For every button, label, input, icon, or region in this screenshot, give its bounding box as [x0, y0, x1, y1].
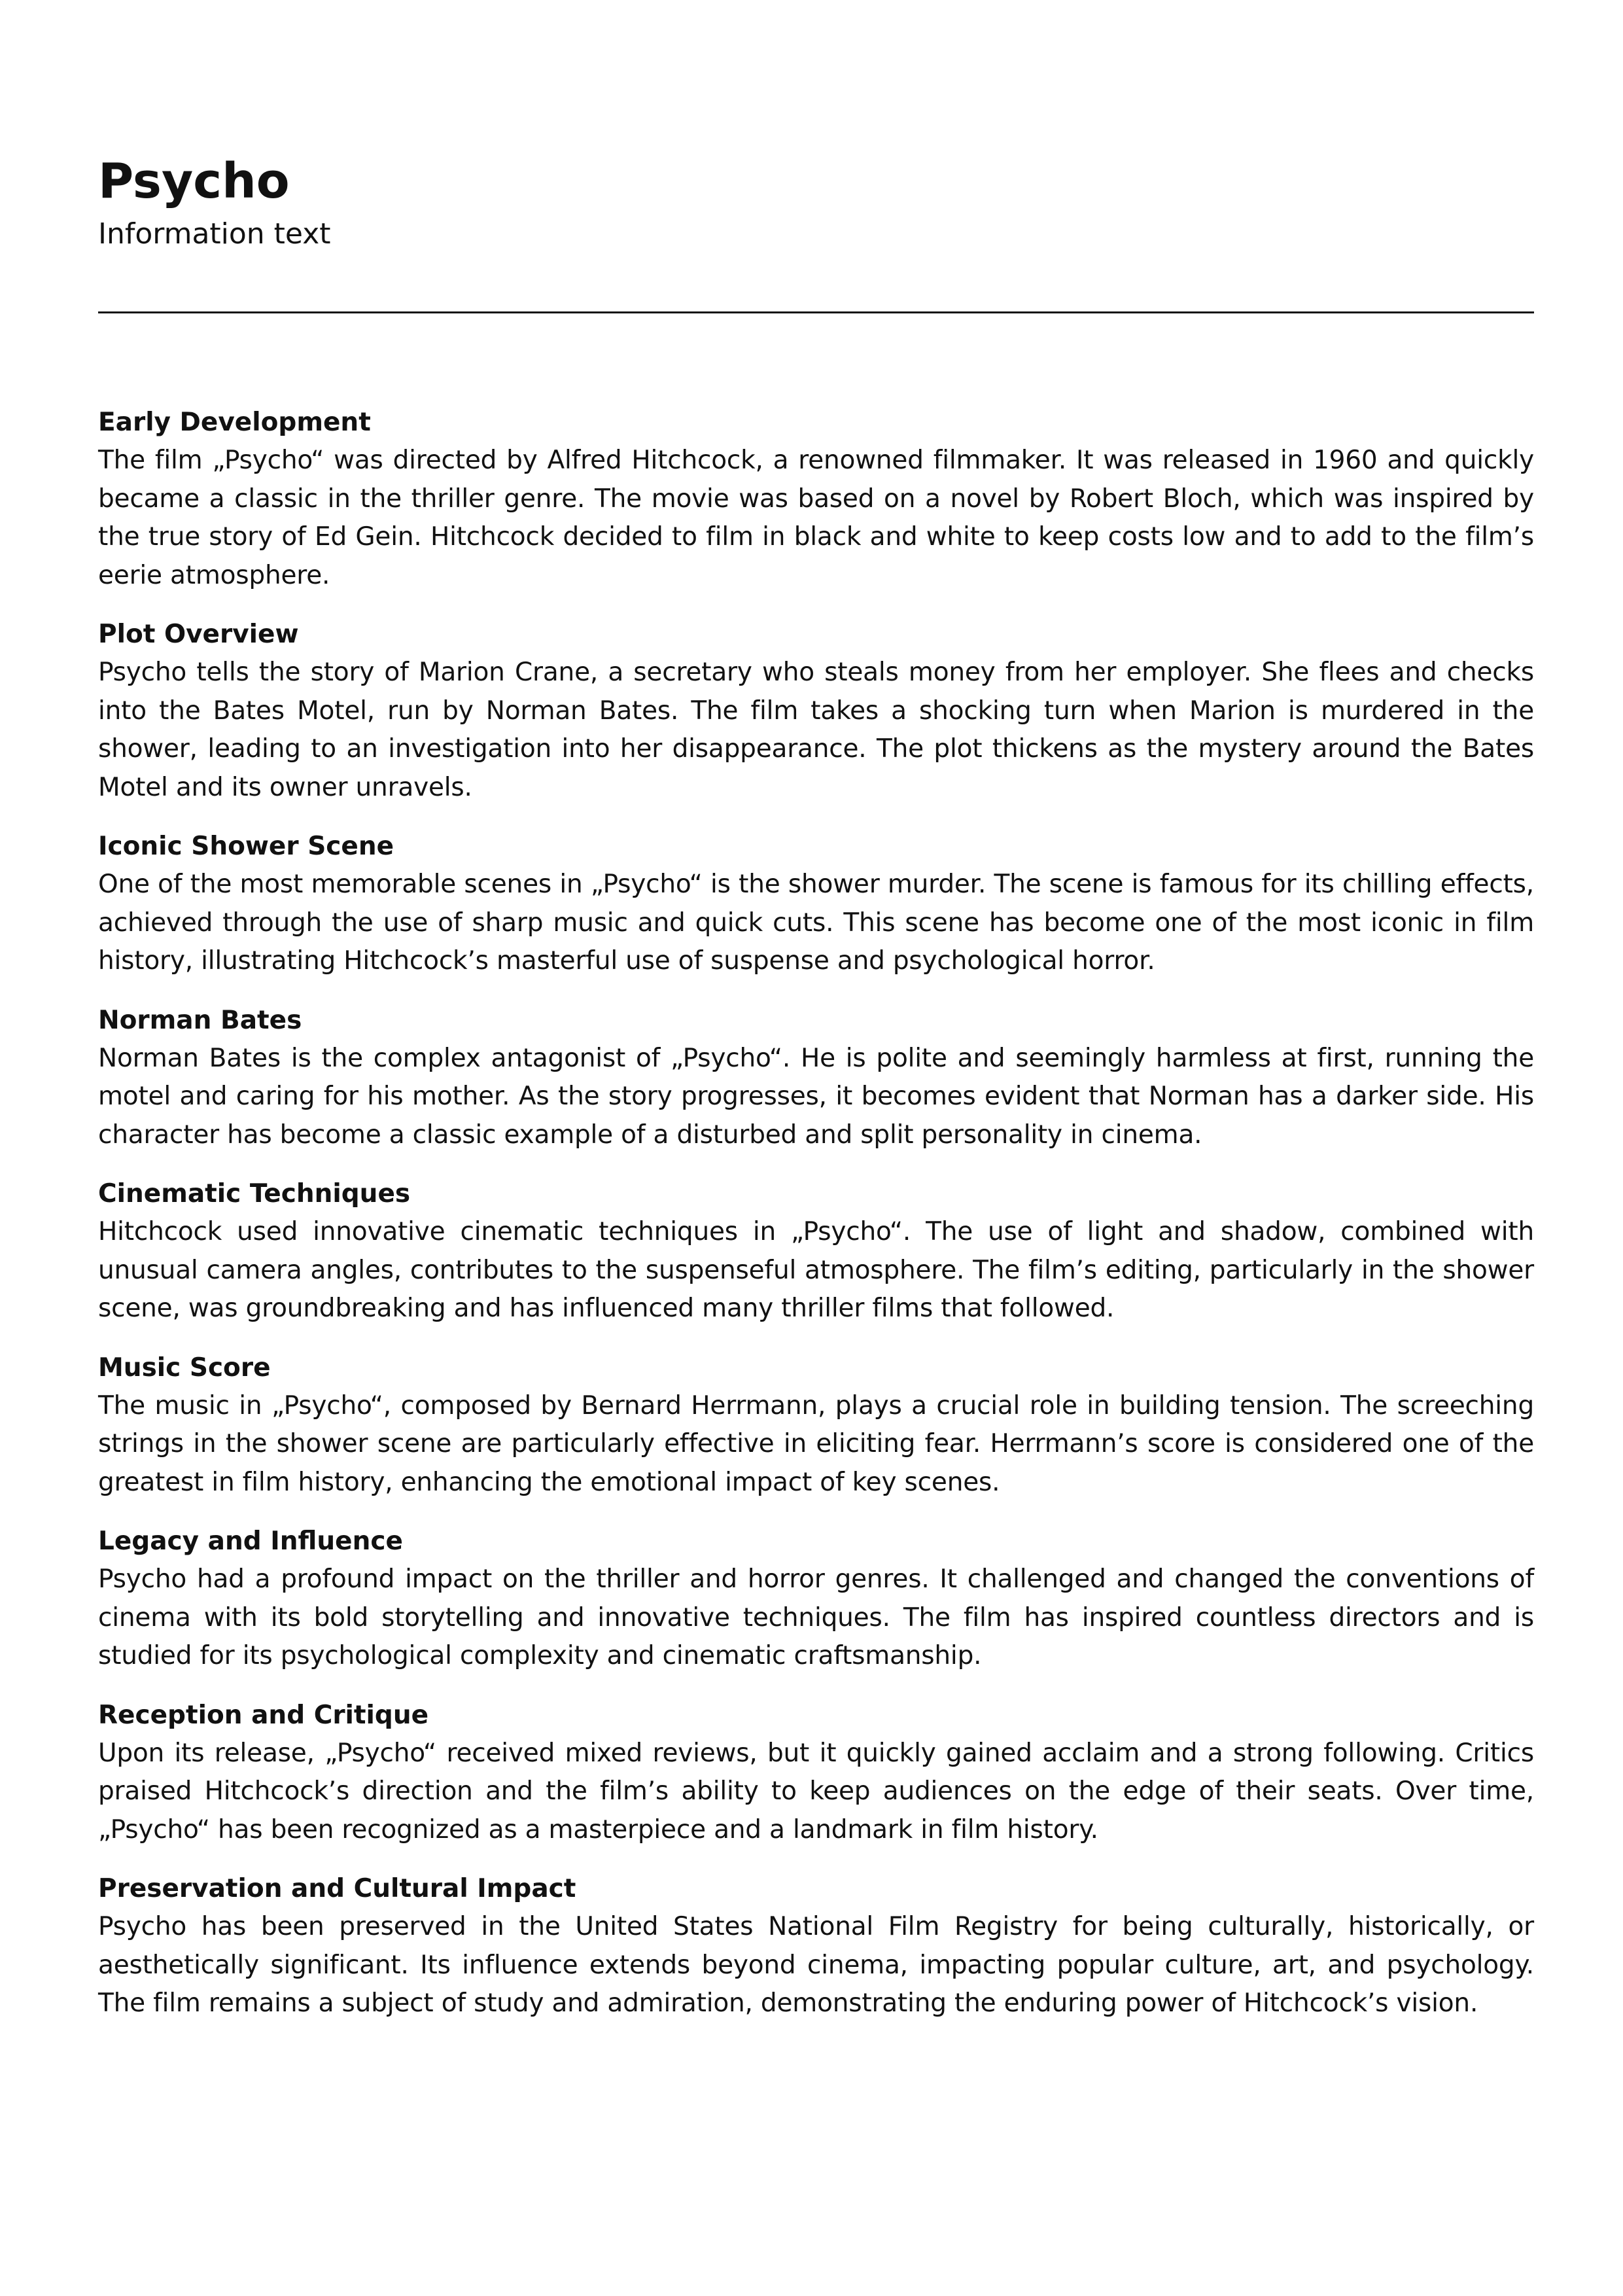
section-music-score: [98, 1349, 1534, 1502]
sections-list: [98, 404, 1534, 2044]
section-body: Psycho had a profound impact on the thriller and horror genres. It challenged and changed the conventions of cinema with its bold storytelling and innovative techniques. The film has inspired countless directors and is studied for its psychological complexity and cinematic craftsmanship.: [98, 1564, 1534, 1670]
section-body: Hitchcock used innovative cinematic techniques in „Psycho“. The use of light and shadow, combined with unusual camera angles, contributes to the suspenseful atmosphere. The film’s editing, particularly in the shower scene, was groundbreaking and has influenced many thriller films that followed.: [98, 1217, 1534, 1323]
section-body: Norman Bates is the complex antagonist of „Psycho“. He is polite and seemingly harmless at first, running the motel and caring for his mother. As the story progresses, it becomes evident that Norman has a darker side. His character has become a classic example of a disturbed and split personality in cinema.: [98, 1043, 1534, 1150]
section-preservation-and-cultural-impact: [98, 1870, 1534, 2023]
section-body: Psycho has been preserved in the United States National Film Registry for being culturally, historically, or aesthetically significant. Its influence extends beyond cinema, impacting popular culture, art, and psychology. The film remains a subject of study and admiration, demonstrating the enduring power of Hitchcock’s vision.: [98, 1912, 1534, 2018]
section-body: One of the most memorable scenes in „Psycho“ is the shower murder. The scene is famous for its chilling effects, achieved through the use of sharp music and quick cuts. This scene has become one of the most iconic in film history, illustrating Hitchcock’s masterful use of suspense and psychological horror.: [98, 870, 1534, 976]
section-heading: Plot Overview: [98, 620, 299, 649]
section-heading: Legacy and Influence: [98, 1527, 403, 1556]
title-divider: [98, 311, 1534, 313]
section-heading: Music Score: [98, 1352, 271, 1383]
section-heading: Preservation and Cultural Impact: [98, 1874, 576, 1903]
section-legacy-and-influence: [98, 1523, 1534, 1676]
document-subtitle: Information text: [98, 217, 331, 251]
document-page: [98, 153, 1534, 2018]
section-heading: Norman Bates: [98, 1005, 302, 1035]
section-norman-bates: [98, 1002, 1534, 1155]
section-plot-overview: [98, 616, 1534, 807]
section-heading: Iconic Shower Scene: [98, 832, 394, 861]
section-body: The music in „Psycho“, composed by Bernard Herrmann, plays a crucial role in building tension. The screeching strings in the shower scene are particularly effective in eliciting fear. Herrmann’s score is considered one of the greatest in film history, enhancing the emotional impact of key scenes.: [98, 1390, 1534, 1497]
section-body: Upon its release, „Psycho“ received mixed reviews, but it quickly gained acclaim and a strong following. Critics praised Hitchcock’s direction and the film’s ability to keep audiences on the edge of their seats. Over time, „Psycho“ has been recognized as a masterpiece and a landmark in film history.: [98, 1738, 1534, 1845]
section-reception-and-critique: [98, 1697, 1534, 1850]
document-title: Psycho: [98, 153, 290, 209]
section-cinematic-techniques: [98, 1175, 1534, 1328]
section-body: The film „Psycho“ was directed by Alfred Hitchcock, a renowned filmmaker. It was released in 1960 and quickly became a classic in the thriller genre. The movie was based on a novel by Robert Bloch, which was inspired by the true story of Ed Gein. Hitchcock decided to film in black and white to keep costs low and to add to the film’s eerie atmosphere.: [98, 446, 1534, 590]
section-early-development: [98, 404, 1534, 595]
section-body: Psycho tells the story of Marion Crane, a secretary who steals money from her employer. She flees and checks into the Bates Motel, run by Norman Bates. The film takes a shocking turn when Marion is murdered in the shower, leading to an investigation into her disappearance. The plot thickens as the mystery around the Bates Motel and its owner unravels.: [98, 658, 1534, 802]
section-heading: Cinematic Techniques: [98, 1179, 411, 1209]
section-heading: Early Development: [98, 408, 371, 437]
section-heading: Reception and Critique: [98, 1700, 429, 1730]
section-iconic-shower-scene: [98, 828, 1534, 981]
